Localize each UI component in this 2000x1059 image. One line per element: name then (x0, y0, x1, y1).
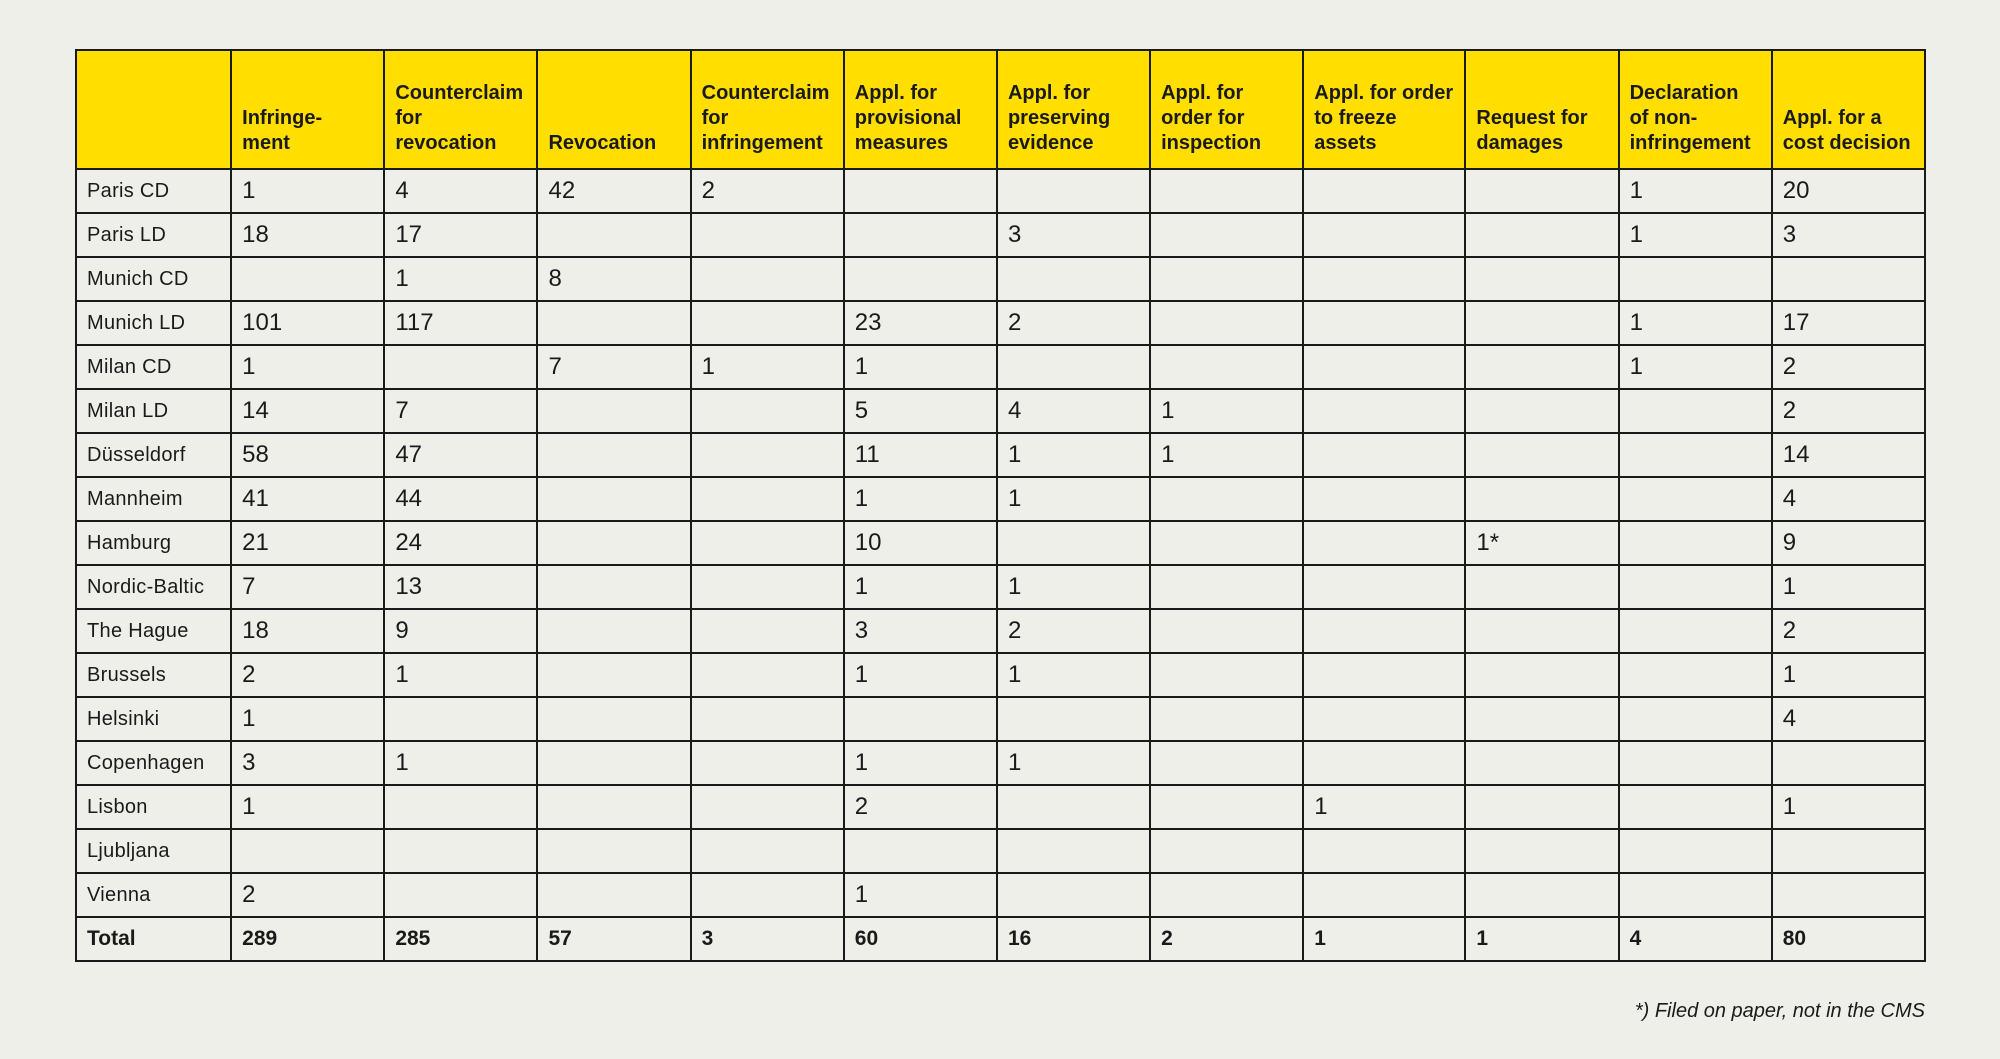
table-cell (997, 521, 1150, 565)
column-header: Infringe- ment (231, 50, 384, 169)
table-cell (537, 433, 690, 477)
table-cell: 58 (231, 433, 384, 477)
table-cell: 9 (384, 609, 537, 653)
table-cell: 1 (1772, 653, 1925, 697)
row-label: Helsinki (76, 697, 231, 741)
table-cell: 1 (1619, 345, 1772, 389)
table-cell (537, 785, 690, 829)
table-cell (1303, 301, 1465, 345)
table-cell: 18 (231, 609, 384, 653)
table-row (76, 785, 1925, 829)
table-row (76, 741, 1925, 785)
table-cell: 1 (997, 741, 1150, 785)
table-cell: 11 (844, 433, 997, 477)
table-cell (1465, 653, 1618, 697)
table-cell: 2 (1772, 609, 1925, 653)
table-cell (1303, 873, 1465, 917)
table-cell (844, 829, 997, 873)
table-cell (537, 301, 690, 345)
table-cell (691, 873, 844, 917)
table-cell (1303, 213, 1465, 257)
table-cell (997, 785, 1150, 829)
table-cell (1465, 389, 1618, 433)
table-cell (1619, 785, 1772, 829)
table-cell: 44 (384, 477, 537, 521)
total-row (76, 917, 1925, 961)
table-cell: 47 (384, 433, 537, 477)
table-cell: 2 (691, 169, 844, 213)
table-cell: 18 (231, 213, 384, 257)
table-cell: 1 (844, 565, 997, 609)
table-cell: 14 (1772, 433, 1925, 477)
row-label: Nordic-Baltic (76, 565, 231, 609)
table-cell (1772, 741, 1925, 785)
total-cell: 4 (1619, 917, 1772, 961)
table-cell (844, 169, 997, 213)
column-header: Appl. for preserving evidence (997, 50, 1150, 169)
table-cell (1619, 829, 1772, 873)
table-cell (537, 873, 690, 917)
table-cell: 2 (1772, 389, 1925, 433)
table-cell: 1 (1772, 785, 1925, 829)
table-cell (1150, 169, 1303, 213)
table-cell (1619, 565, 1772, 609)
table-cell (231, 829, 384, 873)
table-cell (384, 697, 537, 741)
table-cell (691, 653, 844, 697)
table-cell (1619, 257, 1772, 301)
table-cell: 14 (231, 389, 384, 433)
table-cell (997, 829, 1150, 873)
table-cell: 1* (1465, 521, 1618, 565)
table-cell (1465, 301, 1618, 345)
total-cell: 16 (997, 917, 1150, 961)
table-cell: 1 (1303, 785, 1465, 829)
table-cell: 1 (691, 345, 844, 389)
table-cell (1303, 477, 1465, 521)
row-label: Copenhagen (76, 741, 231, 785)
table-cell: 4 (997, 389, 1150, 433)
table-cell (1150, 829, 1303, 873)
table-cell: 1 (1772, 565, 1925, 609)
cases-table (75, 49, 1926, 962)
table-cell (1465, 169, 1618, 213)
column-header: Appl. for order for inspection (1150, 50, 1303, 169)
table-cell: 10 (844, 521, 997, 565)
row-label: Munich CD (76, 257, 231, 301)
table-cell (537, 565, 690, 609)
column-header: Counterclaim for revocation (384, 50, 537, 169)
table-cell: 8 (537, 257, 690, 301)
table-cell: 3 (231, 741, 384, 785)
table-cell (844, 697, 997, 741)
table-cell: 2 (231, 873, 384, 917)
table-cell (1465, 609, 1618, 653)
table-cell (1150, 301, 1303, 345)
table-cell: 1 (1619, 301, 1772, 345)
total-cell: 80 (1772, 917, 1925, 961)
table-cell (691, 521, 844, 565)
table-cell: 23 (844, 301, 997, 345)
table-cell: 3 (1772, 213, 1925, 257)
table-cell (1619, 433, 1772, 477)
table-cell (537, 829, 690, 873)
table-cell: 17 (1772, 301, 1925, 345)
total-cell: 1 (1303, 917, 1465, 961)
table-cell (691, 213, 844, 257)
table-cell (1465, 345, 1618, 389)
table-cell (1619, 477, 1772, 521)
table-cell: 7 (537, 345, 690, 389)
table-cell (1619, 609, 1772, 653)
table-cell: 2 (997, 301, 1150, 345)
table-row (76, 345, 1925, 389)
table-cell (691, 565, 844, 609)
table-cell (997, 345, 1150, 389)
table-cell: 3 (997, 213, 1150, 257)
column-header: Appl. for provisional measures (844, 50, 997, 169)
table-cell (1303, 169, 1465, 213)
table-cell (691, 389, 844, 433)
table-cell: 9 (1772, 521, 1925, 565)
table-container (75, 49, 1926, 962)
table-cell (1303, 653, 1465, 697)
table-row (76, 477, 1925, 521)
table-cell: 1 (384, 741, 537, 785)
row-label: Hamburg (76, 521, 231, 565)
table-cell (1619, 521, 1772, 565)
row-label: Brussels (76, 653, 231, 697)
header-cell-empty (76, 50, 231, 169)
table-cell (1772, 257, 1925, 301)
table-cell (1303, 565, 1465, 609)
table-cell (537, 477, 690, 521)
table-cell: 21 (231, 521, 384, 565)
table-row (76, 609, 1925, 653)
table-cell (1150, 785, 1303, 829)
row-label: Lisbon (76, 785, 231, 829)
table-cell: 7 (231, 565, 384, 609)
table-cell (691, 741, 844, 785)
table-cell (384, 785, 537, 829)
table-cell: 101 (231, 301, 384, 345)
table-cell (1150, 213, 1303, 257)
table-cell (1619, 873, 1772, 917)
table-cell (1303, 389, 1465, 433)
table-cell (537, 521, 690, 565)
table-cell: 1 (231, 345, 384, 389)
row-label: Düsseldorf (76, 433, 231, 477)
row-label: Vienna (76, 873, 231, 917)
table-cell: 1 (844, 873, 997, 917)
table-cell (1465, 257, 1618, 301)
total-cell: 57 (537, 917, 690, 961)
table-cell (1465, 785, 1618, 829)
table-cell (1619, 653, 1772, 697)
table-cell: 1 (1619, 169, 1772, 213)
total-cell: 3 (691, 917, 844, 961)
table-row (76, 697, 1925, 741)
table-cell: 7 (384, 389, 537, 433)
table-cell (1465, 829, 1618, 873)
table-row (76, 829, 1925, 873)
table-cell: 4 (1772, 477, 1925, 521)
table-cell: 1 (384, 653, 537, 697)
row-label: Paris LD (76, 213, 231, 257)
table-cell (1303, 257, 1465, 301)
table-cell (1303, 521, 1465, 565)
table-cell: 24 (384, 521, 537, 565)
table-cell: 1 (844, 345, 997, 389)
header-row (76, 50, 1925, 169)
table-cell: 2 (1772, 345, 1925, 389)
table-cell (537, 741, 690, 785)
table-row (76, 213, 1925, 257)
table-cell (537, 697, 690, 741)
table-cell (1465, 477, 1618, 521)
table-cell (1465, 565, 1618, 609)
table-row (76, 257, 1925, 301)
table-cell (691, 301, 844, 345)
row-label: Ljubljana (76, 829, 231, 873)
total-cell: 1 (1465, 917, 1618, 961)
table-cell (1465, 873, 1618, 917)
table-cell (1303, 741, 1465, 785)
table-cell: 1 (844, 653, 997, 697)
table-cell (691, 697, 844, 741)
table-cell (691, 785, 844, 829)
table-cell: 117 (384, 301, 537, 345)
table-row (76, 565, 1925, 609)
table-cell: 1 (1150, 389, 1303, 433)
table-cell (1303, 829, 1465, 873)
table-cell: 1 (844, 477, 997, 521)
table-cell (1465, 433, 1618, 477)
table-cell (1619, 697, 1772, 741)
table-cell: 1 (997, 433, 1150, 477)
table-cell: 1 (1150, 433, 1303, 477)
table-row (76, 433, 1925, 477)
table-cell (691, 477, 844, 521)
table-cell (537, 213, 690, 257)
table-row (76, 169, 1925, 213)
table-cell: 1 (997, 653, 1150, 697)
table-cell: 1 (231, 697, 384, 741)
table-cell (537, 389, 690, 433)
table-cell: 13 (384, 565, 537, 609)
row-label: Paris CD (76, 169, 231, 213)
table-body (76, 169, 1925, 961)
footnote: *) Filed on paper, not in the CMS (1634, 1000, 1925, 1022)
table-cell (1303, 609, 1465, 653)
table-cell (997, 697, 1150, 741)
table-cell: 42 (537, 169, 690, 213)
table-cell: 2 (997, 609, 1150, 653)
table-row (76, 521, 1925, 565)
table-cell (1303, 345, 1465, 389)
column-header: Appl. for order to freeze assets (1303, 50, 1465, 169)
table-cell (537, 609, 690, 653)
table-cell (1150, 477, 1303, 521)
table-cell (1150, 697, 1303, 741)
column-header: Request for damages (1465, 50, 1618, 169)
column-header: Revocation (537, 50, 690, 169)
table-cell (997, 169, 1150, 213)
table-cell: 1 (231, 785, 384, 829)
table-cell: 1 (844, 741, 997, 785)
table-cell: 1 (997, 477, 1150, 521)
table-cell (1619, 741, 1772, 785)
column-header: Counterclaim for infringement (691, 50, 844, 169)
table-cell: 3 (844, 609, 997, 653)
table-cell (384, 829, 537, 873)
table-cell (1150, 609, 1303, 653)
table-cell: 17 (384, 213, 537, 257)
table-cell (231, 257, 384, 301)
table-cell: 4 (384, 169, 537, 213)
table-cell: 41 (231, 477, 384, 521)
column-header: Declaration of non-infringement (1619, 50, 1772, 169)
table-cell: 2 (231, 653, 384, 697)
table-cell (691, 433, 844, 477)
table-cell (1150, 257, 1303, 301)
table-cell (384, 873, 537, 917)
table-cell: 1 (231, 169, 384, 213)
table-cell (1150, 653, 1303, 697)
total-cell: 289 (231, 917, 384, 961)
row-label: Milan LD (76, 389, 231, 433)
table-cell (691, 829, 844, 873)
table-cell (1150, 521, 1303, 565)
table-cell (1465, 741, 1618, 785)
total-cell: 285 (384, 917, 537, 961)
table-cell: 1 (1619, 213, 1772, 257)
table-cell (1465, 213, 1618, 257)
row-label: Milan CD (76, 345, 231, 389)
table-cell (1303, 697, 1465, 741)
table-cell (844, 257, 997, 301)
table-row (76, 873, 1925, 917)
row-label: Munich LD (76, 301, 231, 345)
table-cell (1150, 741, 1303, 785)
table-cell (384, 345, 537, 389)
table-cell (997, 257, 1150, 301)
table-cell (691, 257, 844, 301)
table-cell (844, 213, 997, 257)
column-header: Appl. for a cost decision (1772, 50, 1925, 169)
table-cell (691, 609, 844, 653)
row-label: The Hague (76, 609, 231, 653)
table-cell: 5 (844, 389, 997, 433)
table-cell (1465, 697, 1618, 741)
table-row (76, 301, 1925, 345)
table-cell: 20 (1772, 169, 1925, 213)
table-cell (997, 873, 1150, 917)
table-cell (537, 653, 690, 697)
table-cell: 1 (384, 257, 537, 301)
table-cell (1619, 389, 1772, 433)
table-cell: 2 (844, 785, 997, 829)
table-cell: 1 (997, 565, 1150, 609)
table-cell (1150, 345, 1303, 389)
table-cell (1303, 433, 1465, 477)
table-cell (1772, 873, 1925, 917)
row-label: Mannheim (76, 477, 231, 521)
total-cell: 60 (844, 917, 997, 961)
table-cell (1150, 873, 1303, 917)
table-cell (1772, 829, 1925, 873)
total-cell: 2 (1150, 917, 1303, 961)
table-row (76, 653, 1925, 697)
total-label: Total (76, 917, 231, 961)
table-cell: 4 (1772, 697, 1925, 741)
table-cell (1150, 565, 1303, 609)
table-row (76, 389, 1925, 433)
